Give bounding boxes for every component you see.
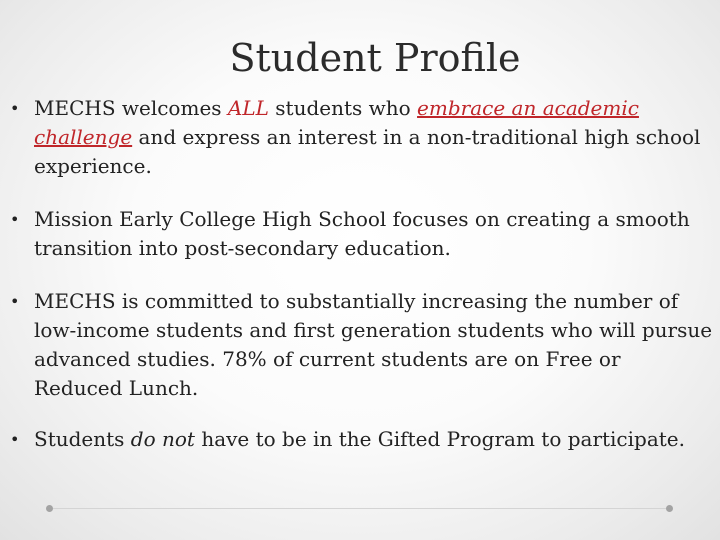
decorative-line	[50, 508, 670, 509]
bullet-text: Students	[34, 427, 131, 451]
slide-title: Student Profile	[229, 36, 521, 80]
bullet-item-welcome	[10, 94, 715, 181]
bullet-item-commitment	[10, 287, 715, 403]
bullet-icon: •	[10, 292, 20, 311]
bullet-icon: •	[10, 430, 20, 449]
bullet-list	[10, 94, 715, 454]
bullet-icon: •	[10, 210, 20, 229]
decorative-dot-left	[46, 505, 53, 512]
decorative-dot-right	[666, 505, 673, 512]
bullet-text: Mission Early College High School focuses on creating a smooth transition into post-secondary education.	[34, 207, 690, 260]
emphasis-do-not: do not	[130, 427, 195, 451]
bullet-text: MECHS is committed to substantially increasing the number of low-income students and first generation students who will pursue advanced studies. 78% of current students are on Free or Reduced Lunch.	[34, 289, 713, 400]
bullet-icon: •	[10, 99, 20, 118]
bullet-text: MECHS welcomes	[34, 96, 228, 120]
emphasis-all: ALL	[227, 96, 269, 120]
emphasis-academic-challenge: embrace an academic challenge	[34, 96, 639, 149]
bullet-text: students who	[268, 96, 418, 120]
bullet-text: have to be in the Gifted Program to participate.	[194, 427, 685, 451]
bullet-text: and express an interest in a non-traditional high school experience.	[34, 125, 701, 178]
bullet-item-mission	[10, 205, 715, 263]
bullet-item-gifted	[10, 425, 715, 454]
